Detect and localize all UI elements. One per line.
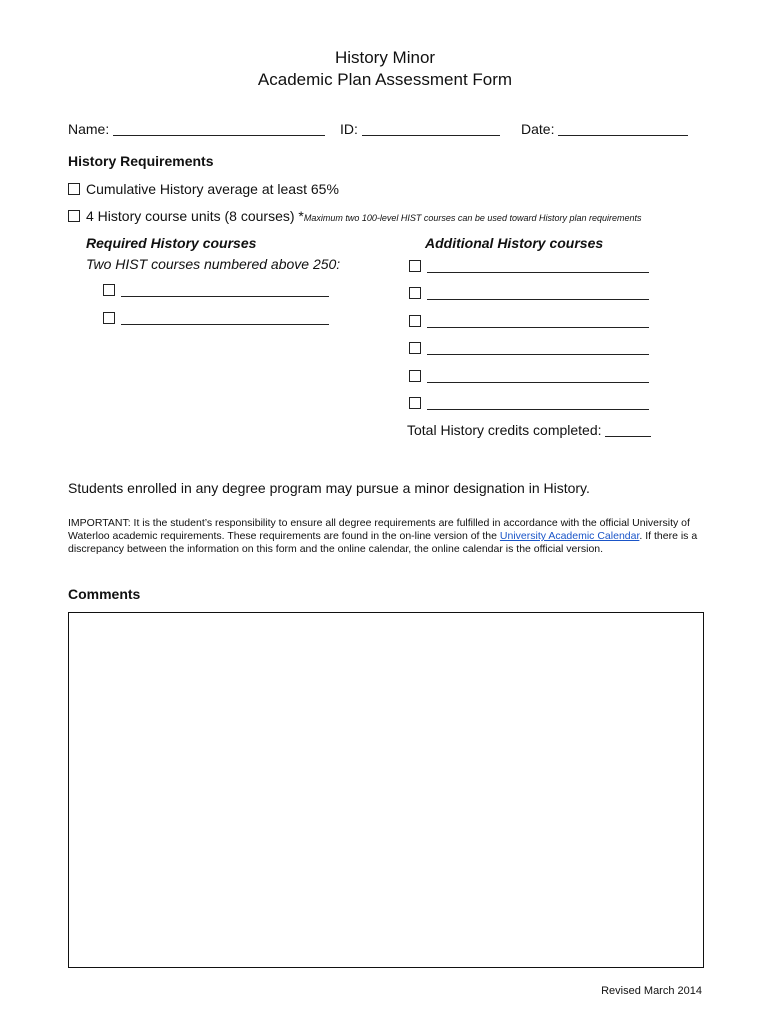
checkbox-icon[interactable] [409, 397, 421, 409]
id-input-line[interactable] [362, 123, 500, 136]
date-field[interactable] [521, 121, 688, 137]
total-credits-label: Total History credits completed: [407, 422, 602, 438]
name-field[interactable] [68, 121, 325, 137]
additional-course-2-line[interactable] [427, 287, 649, 300]
requirements-heading: History Requirements [68, 153, 214, 169]
additional-course-3[interactable] [409, 313, 649, 329]
additional-course-2[interactable] [409, 285, 649, 301]
requirement-course-units-label: 4 History course units (8 courses) * [86, 208, 304, 224]
revised-date: Revised March 2014 [601, 985, 702, 997]
additional-course-6[interactable] [409, 395, 649, 411]
checkbox-icon[interactable] [68, 183, 80, 195]
required-course-1-line[interactable] [121, 284, 329, 297]
date-input-line[interactable] [558, 123, 688, 136]
minor-statement: Students enrolled in any degree program may pursue a minor designation in History. [68, 480, 590, 496]
total-credits-line[interactable] [605, 424, 651, 437]
requirement-course-units-note: Maximum two 100-level HIST courses can be used toward History plan requirements [303, 213, 642, 223]
academic-calendar-link[interactable]: University Academic Calendar [499, 530, 640, 542]
checkbox-icon[interactable] [409, 260, 421, 272]
requirement-average-label: Cumulative History average at least 65% [86, 181, 339, 197]
checkbox-icon[interactable] [409, 342, 421, 354]
title-line-1: History Minor [334, 48, 436, 67]
required-course-1[interactable] [103, 282, 329, 298]
important-notice [68, 517, 708, 556]
additional-course-5-line[interactable] [427, 370, 649, 383]
checkbox-icon[interactable] [103, 312, 115, 324]
required-courses-heading: Required History courses [86, 235, 257, 251]
comments-heading: Comments [68, 586, 141, 602]
checkbox-icon[interactable] [103, 284, 115, 296]
requirement-course-units[interactable] [68, 208, 642, 224]
checkbox-icon[interactable] [68, 210, 80, 222]
additional-course-3-line[interactable] [427, 315, 649, 328]
name-label: Name: [68, 121, 110, 137]
total-credits[interactable] [407, 422, 651, 438]
required-course-2-line[interactable] [121, 312, 329, 325]
required-course-2[interactable] [103, 310, 329, 326]
comments-box[interactable] [68, 612, 704, 968]
additional-course-4-line[interactable] [427, 342, 649, 355]
additional-course-5[interactable] [409, 368, 649, 384]
additional-course-6-line[interactable] [427, 397, 649, 410]
checkbox-icon[interactable] [409, 287, 421, 299]
id-field[interactable] [340, 121, 500, 137]
additional-course-1-line[interactable] [427, 260, 649, 273]
requirement-average[interactable] [68, 181, 339, 197]
checkbox-icon[interactable] [409, 315, 421, 327]
important-text-2: . If there is a discrepancy between the information on this form and the online calendar, the online calendar is the official version. [68, 530, 698, 555]
title-line-2: Academic Plan Assessment Form [257, 70, 513, 89]
id-label: ID: [340, 121, 358, 137]
name-input-line[interactable] [113, 123, 325, 136]
checkbox-icon[interactable] [409, 370, 421, 382]
date-label: Date: [521, 121, 555, 137]
additional-courses-heading: Additional History courses [425, 235, 604, 251]
required-courses-subheading: Two HIST courses numbered above 250: [86, 256, 341, 272]
additional-course-1[interactable] [409, 258, 649, 274]
additional-course-4[interactable] [409, 340, 649, 356]
important-text-1: IMPORTANT: It is the student’s responsibility to ensure all degree requirements are fulfilled in accordance with the official University of Waterloo academic requirements. These requirements are found in the on-line version of the [68, 517, 690, 542]
